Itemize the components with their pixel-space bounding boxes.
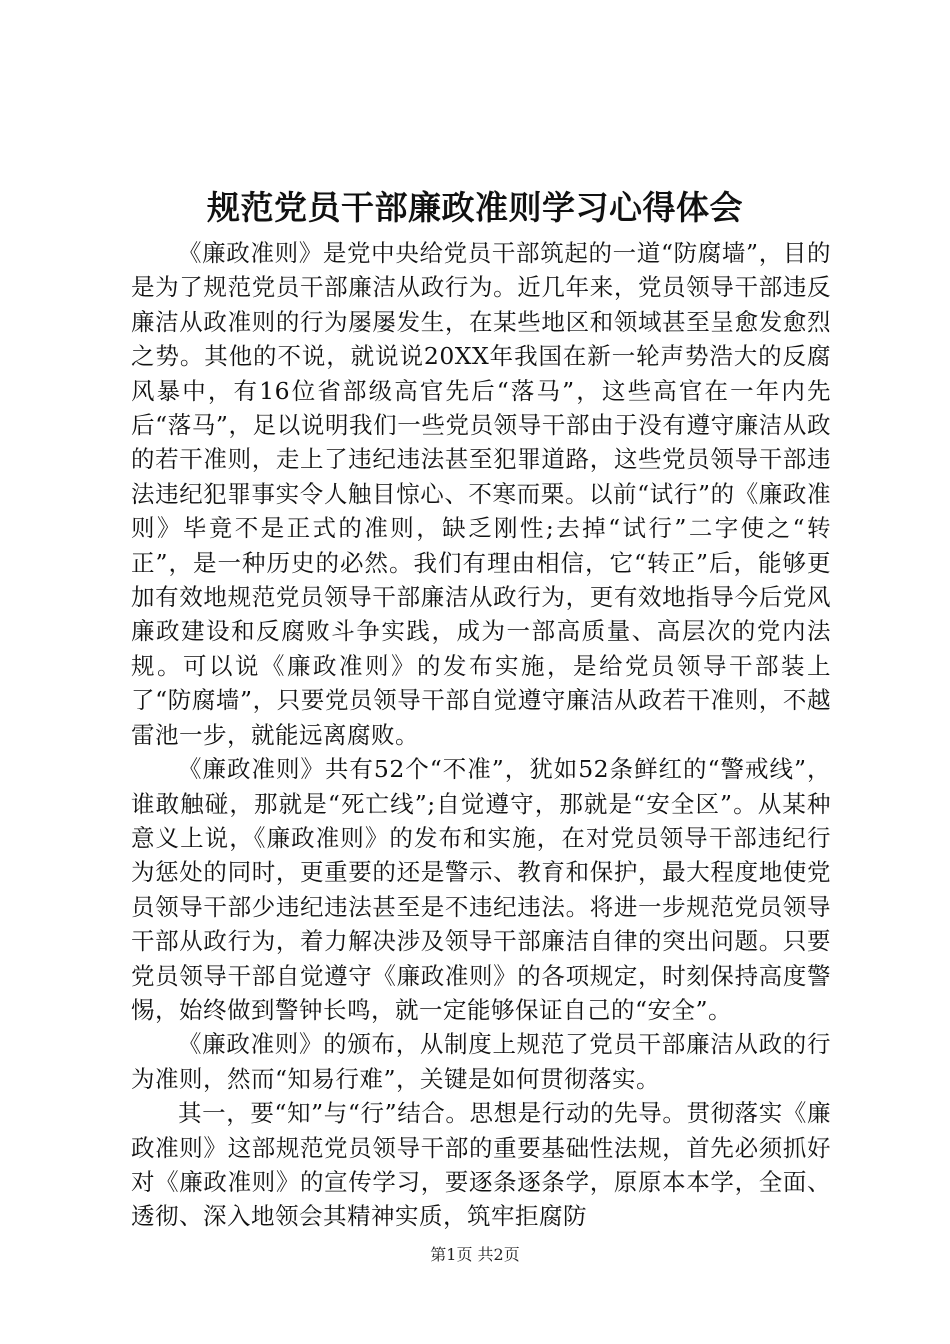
paragraph-1: 《廉政准则》是党中央给党员干部筑起的一道“防腐墙”，目的是为了规范党员干部廉洁从政行为。近几年来，党员领导干部违反廉洁从政准则的行为屡屡发生，在某些地区和领域甚至呈愈发愈烈之势。其他的不说，就说说20XX年我国在新一轮声势浩大的反腐风暴中，有16位省部级高官先后“落马”，这些高官在一年内先后“落马”，足以说明我们一些党员领导干部由于没有遵守廉洁从政的若干准则，走上了违纪违法甚至犯罪道路，这些党员领导干部违法违纪犯罪事实令人触目惊心、不寒而栗。以前“试行”的《廉政准则》毕竟不是正式的准则，缺乏刚性;去掉“试行”二字使之“转正”，是一种历史的必然。我们有理由相信，它“转正”后，能够更加有效地规范党员领导干部廉洁从政行为，更有效地指导今后党风廉政建设和反腐败斗争实践，成为一部高质量、高层次的党内法规。可以说《廉政准则》的发布实施，是给党员领导干部装上了“防腐墙”，只要党员领导干部自觉遵守廉洁从政若干准则，不越雷池一步，就能远离腐败。	[131, 239, 831, 749]
paragraph-2: 《廉政准则》共有52个“不准”，犹如52条鲜红的“警戒线”，谁敢触碰，那就是“死亡线”;自觉遵守，那就是“安全区”。从某种意义上说，《廉政准则》的发布和实施，在对党员领导干部违纪行为惩处的同时，更重要的还是警示、教育和保护，最大程度地使党员领导干部少违纪违法甚至是不违纪违法。将进一步规范党员领导干部从政行为，着力解决涉及领导干部廉洁自律的突出问题。只要党员领导干部自觉遵守《廉政准则》的各项规定，时刻保持高度警惕，始终做到警钟长鸣，就一定能够保证自己的“安全”。	[131, 755, 831, 1024]
document-body	[131, 236, 831, 1234]
document-title: 规范党员干部廉政准则学习心得体会	[207, 188, 743, 227]
paragraph-3: 《廉政准则》的颁布，从制度上规范了党员干部廉洁从政的行为准则，然而“知易行难”，关键是如何贯彻落实。	[131, 1030, 831, 1093]
paragraph-4: 其一，要“知”与“行”结合。思想是行动的先导。贯彻落实《廉政准则》这部规范党员领导干部的重要基础性法规，首先必须抓好对《廉政准则》的宣传学习，要逐条逐条学，原原本本学，全面、透彻、深入地领会其精神实质，筑牢拒腐防	[131, 1099, 831, 1231]
page-number-footer: 第1页 共2页	[430, 1245, 520, 1264]
